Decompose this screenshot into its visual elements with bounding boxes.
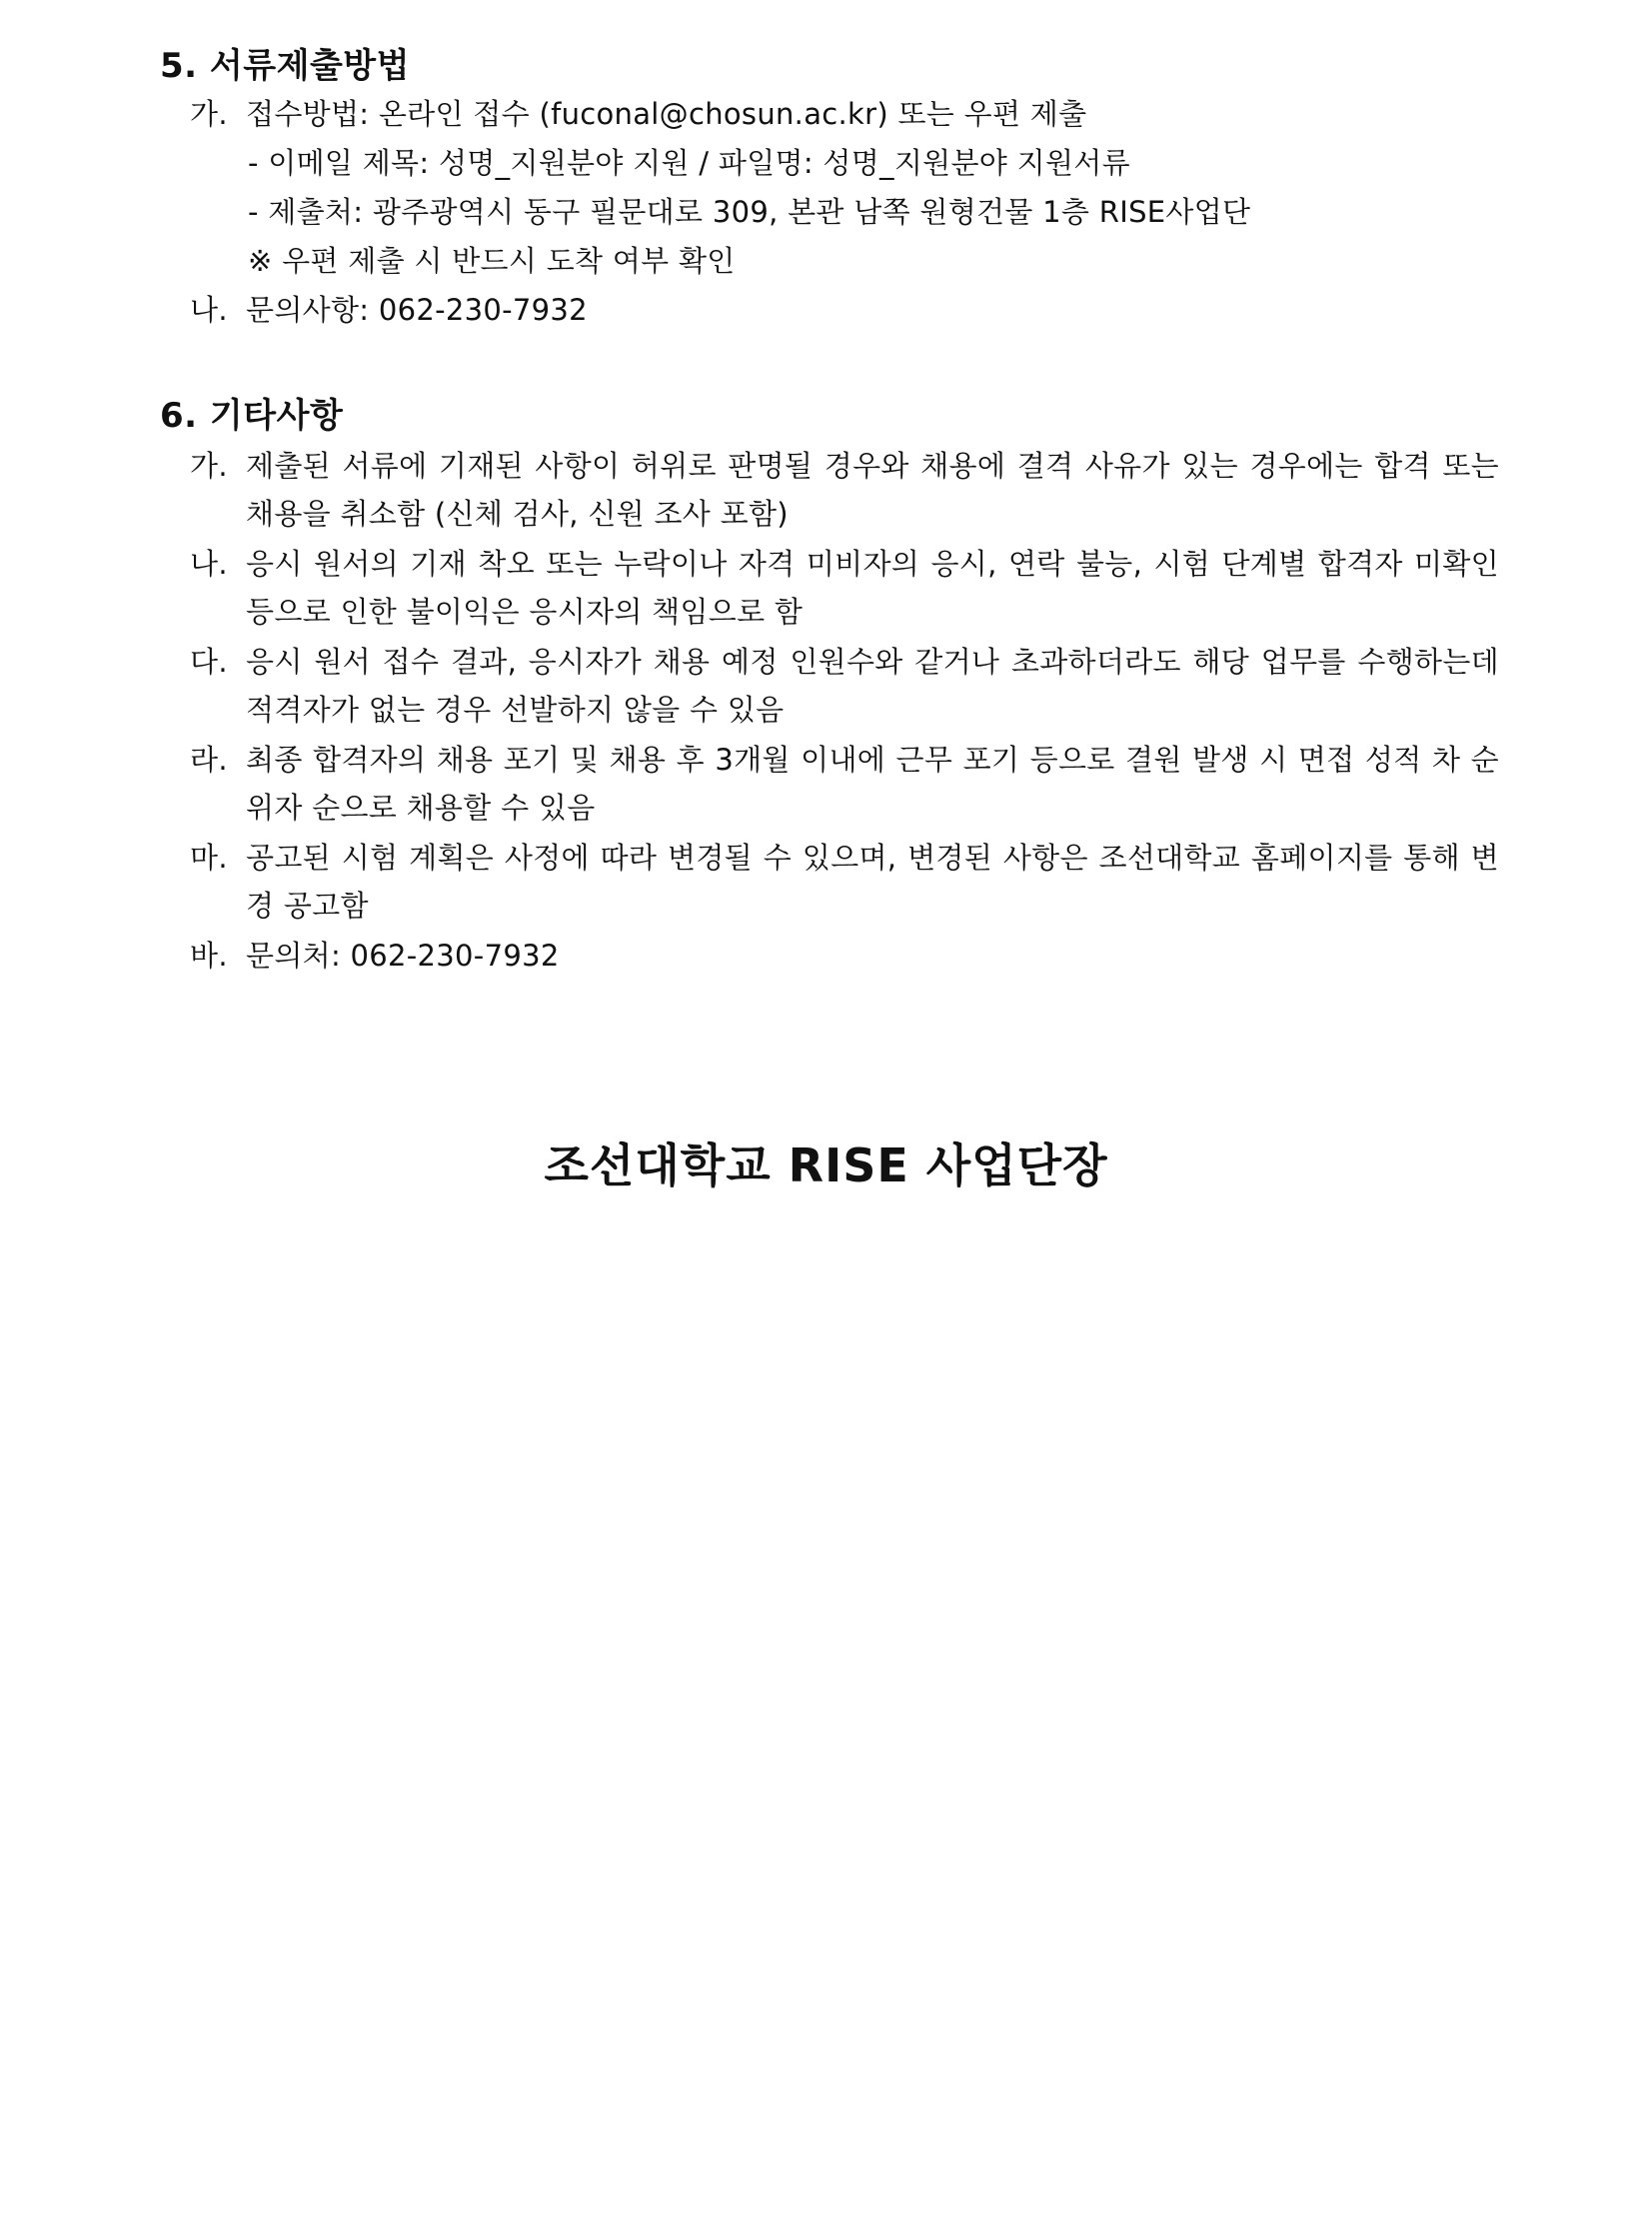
item-text: 문의사항: 062-230-7932 xyxy=(246,293,588,327)
item-marker: 가. xyxy=(190,97,228,131)
item-text: 응시 원서 접수 결과, 응시자가 채용 예정 인원수와 같거나 초과하더라도 해당 업무를 수행하는데 적격자가 없는 경우 선발하지 않을 수 있음 xyxy=(246,645,1499,727)
item-marker: 라. xyxy=(190,743,228,777)
section-5-sub-address: - 제출처: 광주광역시 동구 필문대로 309, 본관 남쪽 원형건물 1층 RISE사업단 xyxy=(248,195,1251,229)
section-5-item-na xyxy=(190,286,1499,334)
item-marker: 나. xyxy=(190,293,228,327)
section-5-sub-note: ※ 우편 제출 시 반드시 도착 여부 확인 xyxy=(248,244,736,278)
signature: 조선대학교 RISE 사업단장 xyxy=(544,1138,1108,1192)
section-5-sub-email: - 이메일 제목: 성명_지원분야 지원 / 파일명: 성명_지원분야 지원서류 xyxy=(248,146,1130,180)
section-5-item-ga xyxy=(190,90,1499,138)
section-6-item-ba xyxy=(190,932,1499,980)
section-6-title: 6. 기타사항 xyxy=(160,396,344,436)
item-marker: 나. xyxy=(190,547,228,581)
item-marker: 마. xyxy=(190,841,228,875)
item-text: 접수방법: 온라인 접수 (fuconal@chosun.ac.kr) 또는 우편 제출 xyxy=(246,97,1087,131)
section-6-item-da xyxy=(190,638,1499,734)
item-marker: 가. xyxy=(190,449,228,483)
item-text: 제출된 서류에 기재된 사항이 허위로 판명될 경우와 채용에 결격 사유가 있는 경우에는 합격 또는 채용을 취소함 (신체 검사, 신원 조사 포함) xyxy=(246,449,1499,531)
section-6-item-ma xyxy=(190,834,1499,930)
item-marker: 바. xyxy=(190,939,228,973)
section-6-item-na xyxy=(190,540,1499,636)
item-text: 문의처: 062-230-7932 xyxy=(246,939,560,973)
section-5-title: 5. 서류제출방법 xyxy=(160,46,410,86)
section-6-item-ga xyxy=(190,442,1499,538)
item-text: 응시 원서의 기재 착오 또는 누락이나 자격 미비자의 응시, 연락 불능, 시험 단계별 합격자 미확인 등으로 인한 불이익은 응시자의 책임으로 함 xyxy=(246,547,1499,629)
item-text: 최종 합격자의 채용 포기 및 채용 후 3개월 이내에 근무 포기 등으로 결원 발생 시 면접 성적 차 순위자 순으로 채용할 수 있음 xyxy=(246,743,1499,825)
item-text: 공고된 시험 계획은 사정에 따라 변경될 수 있으며, 변경된 사항은 조선대학교 홈페이지를 통해 변경 공고함 xyxy=(246,841,1499,923)
item-marker: 다. xyxy=(190,645,228,679)
section-6-item-ra xyxy=(190,736,1499,832)
